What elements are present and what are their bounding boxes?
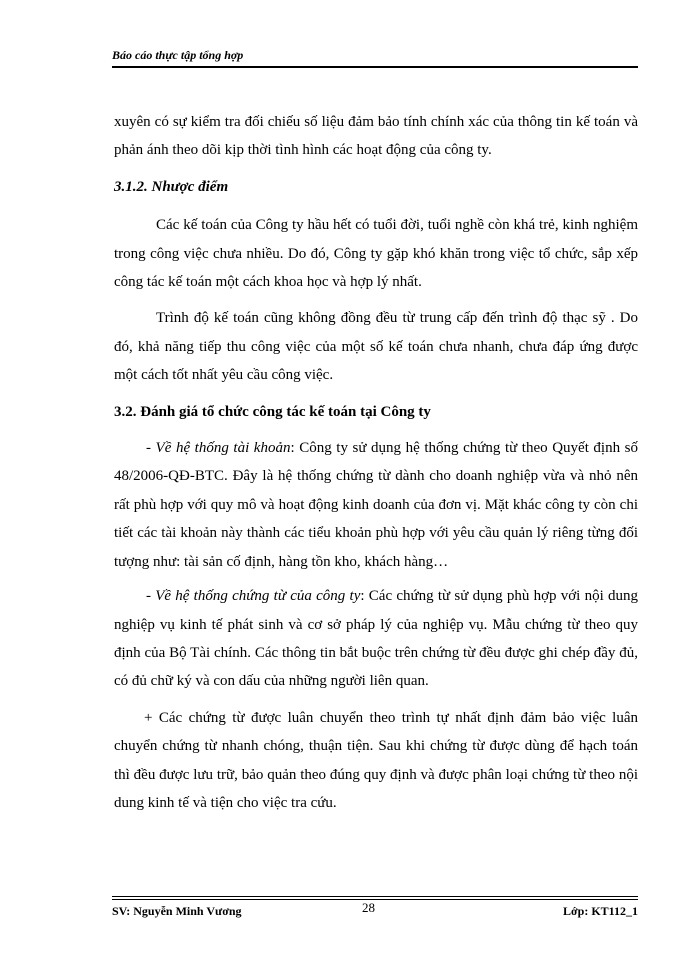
paragraph-accounts [114, 434, 638, 576]
page-header: Báo cáo thực tập tổng hợp [112, 48, 638, 68]
page-footer [112, 900, 638, 920]
accounts-text: : Công ty sử dụng hệ thống chứng từ theo Quyết định số 48/2006-QĐ-BTC. Đây là hệ thống chứng từ dành cho doanh nghiệp vừa và nhỏ nên rất phù hợp với quy mô và hoạt động kinh doanh của đơn vị. Mặt khác công ty còn chi tiết các tài khoản này thành các tiểu khoản phù hợp với yêu cầu quản lý riêng từng đối tượng như: tài sản cố định, hàng tồn kho, khách hàng… [114, 440, 638, 570]
document-body [114, 108, 638, 825]
vouchers-label: - Về hệ thống chứng từ của công ty [146, 588, 361, 605]
section-heading-3-2: 3.2. Đánh giá tổ chức công tác kế toán tại Công ty [114, 403, 431, 420]
vouchers-text: : Các chứng từ sử dụng phù hợp với nội dung nghiệp vụ kinh tế phát sinh và cơ sở pháp lý của nghiệp vụ. Mẫu chứng từ theo quy định của Bộ Tài chính. Các thông tin bắt buộc trên chứng từ đều được ghi chép đầy đủ, có đủ chữ ký và con dấu của những người liên quan. [114, 588, 638, 690]
paragraph-weakness-1: Các kế toán của Công ty hầu hết có tuổi đời, tuổi nghề còn khá trẻ, kinh nghiệm trong công việc chưa nhiều. Do đó, Công ty gặp khó khăn trong việc tổ chức, sắp xếp công tác kế toán một cách khoa học và hợp lý nhất. [114, 217, 638, 291]
section-heading-3-1-2: 3.1.2. Nhược điểm [114, 178, 229, 195]
paragraph-continuation: xuyên có sự kiểm tra đối chiếu số liệu đảm bảo tính chính xác của thông tin kế toán và phản ánh theo dõi kịp thời tình hình các hoạt động của công ty. [114, 114, 638, 159]
page-number: 28 [362, 900, 375, 915]
footer-class: Lớp: KT112_1 [563, 904, 638, 918]
accounts-label: - Về hệ thống tài khoản [146, 440, 291, 457]
paragraph-weakness-2: Trình độ kế toán cũng không đồng đều từ trung cấp đến trình độ thạc sỹ . Do đó, khả năng tiếp thu công việc của một số kế toán chưa nhanh, chưa đáp ứng được một cách tốt nhất yêu cầu công việc. [114, 310, 638, 384]
paragraph-voucher-flow: + Các chứng từ được luân chuyển theo trình tự nhất định đảm bảo việc luân chuyển chứng từ nhanh chóng, thuận tiện. Sau khi chứng từ được dùng để hạch toán thì đều được lưu trữ, bảo quản theo đúng quy định và được phân loại chứng từ theo nội dung kinh tế và tiện cho việc tra cứu. [114, 709, 638, 811]
paragraph-vouchers [114, 582, 638, 696]
footer-student: SV: Nguyễn Minh Vương [112, 904, 242, 918]
footer-divider [112, 896, 638, 900]
